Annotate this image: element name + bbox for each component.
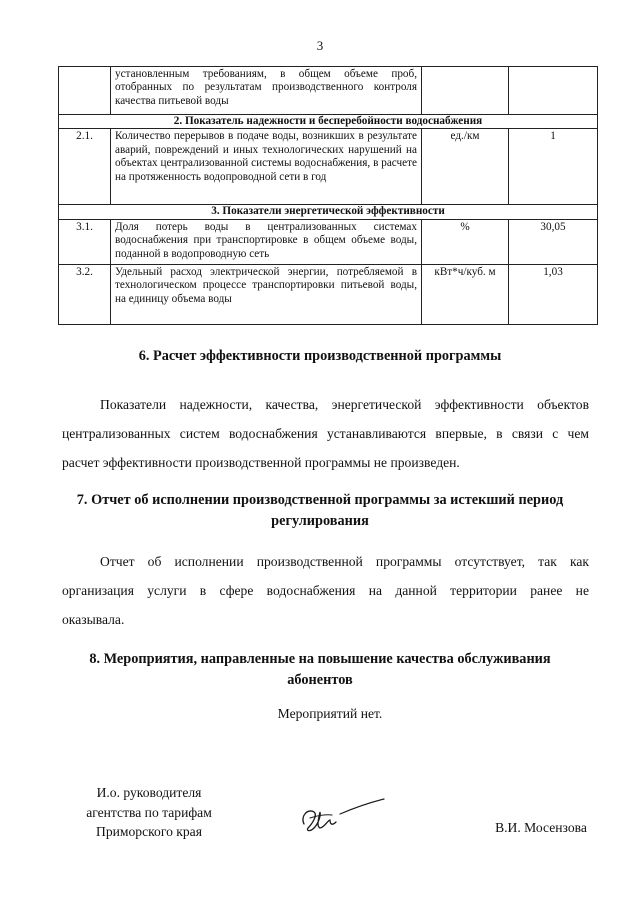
paragraph-line: организация услуги в сфере водоснабжения на данной территории ранее не — [62, 583, 589, 598]
section8-text: Мероприятий нет. — [277, 706, 383, 721]
signatory-position — [64, 783, 234, 842]
table-row — [59, 264, 598, 324]
heading-line: регулирования — [271, 513, 369, 529]
section7-heading — [40, 490, 600, 532]
heading-line: абонентов — [287, 672, 353, 688]
value-cell: 1 — [509, 129, 598, 205]
paragraph-line: оказывала. — [62, 612, 125, 627]
section-row — [59, 205, 598, 219]
value-cell: 1,03 — [509, 264, 598, 324]
paragraph-line: расчет эффективности производственной программы не произведен. — [62, 455, 460, 470]
continuation-text-cell: установленным требованиям, в общем объеме проб, отобранных по результатам производственного контроля качества питьевой воды — [111, 67, 422, 115]
section3-title: 3. Показатели энергетической эффективности — [59, 205, 598, 219]
table-row — [59, 67, 598, 115]
section2-title: 2. Показатель надежности и бесперебойности водоснабжения — [59, 115, 598, 129]
unit-cell: ед./км — [422, 129, 509, 205]
heading-line: 7. Отчет об исполнении производственной программы за истекший период — [76, 492, 564, 508]
position-line: И.о. руководителя — [96, 785, 202, 800]
description-cell: Удельный расход электрической энергии, потребляемой в технологическом процессе транспортировки питьевой воды, на единицу объема воды — [111, 264, 422, 324]
unit-cell: кВт*ч/куб. м — [422, 264, 509, 324]
row-number-cell — [59, 67, 111, 115]
description-cell: Доля потерь воды в централизованных системах водоснабжения при транспортировке в общем объеме воды, поданной в водопроводную сеть — [111, 219, 422, 264]
page-number: 3 — [316, 38, 324, 53]
section6-paragraph — [62, 390, 589, 477]
section-row — [59, 115, 598, 129]
heading-line: 8. Мероприятия, направленные на повышение качества обслуживания — [89, 651, 551, 667]
row-number-cell: 2.1. — [59, 129, 111, 205]
row-number-cell: 3.1. — [59, 219, 111, 264]
position-line: агентства по тарифам — [86, 804, 212, 820]
paragraph-line: Показатели надежности, качества, энергетической эффективности объектов — [100, 397, 589, 412]
handwritten-signature — [294, 794, 390, 838]
description-cell: Количество перерывов в подаче воды, возникших в результате аварий, повреждений и иных технологических нарушений на объектах централизованной системы водоснабжения, в расчете на протяженность водопроводной сети в год — [111, 129, 422, 205]
table-row — [59, 219, 598, 264]
table-row — [59, 129, 598, 205]
section8-heading — [40, 649, 600, 691]
paragraph-line: Отчет об исполнении производственной программы отсутствует, так как — [100, 554, 589, 569]
section7-paragraph — [62, 547, 589, 634]
value-cell: 30,05 — [509, 219, 598, 264]
position-line: Приморского края — [96, 824, 202, 839]
signatory-name: В.И. Мосензова — [495, 820, 587, 835]
unit-cell — [422, 67, 509, 115]
value-cell — [509, 67, 598, 115]
section6-heading: 6. Расчет эффективности производственной программы — [138, 348, 502, 364]
unit-cell: % — [422, 219, 509, 264]
row-number-cell: 3.2. — [59, 264, 111, 324]
indicators-table — [58, 66, 598, 325]
paragraph-line: централизованных систем водоснабжения устанавливаются впервые, в связи с чем — [62, 426, 589, 441]
